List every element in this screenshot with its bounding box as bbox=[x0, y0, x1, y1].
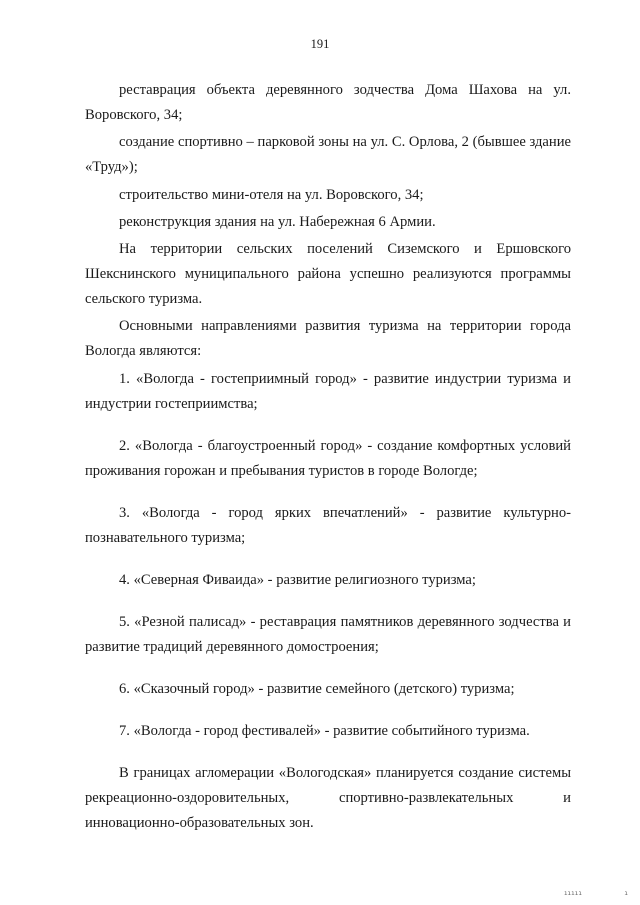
paragraph-sports-park-zone: создание спортивно – парковой зоны на ул. С. Орлова, 2 (бывшее здание «Труд»); bbox=[85, 134, 571, 175]
footer-scan-mark-2: ı bbox=[624, 890, 628, 897]
list-item-5: 5. «Резной палисад» - реставрация памятников деревянного зодчества и развитие традиций деревянного домостроения; bbox=[85, 614, 571, 655]
paragraph-main-directions: Основными направлениями развития туризма на территории города Вологда являются: bbox=[85, 318, 571, 359]
list-item-2: 2. «Вологда - благоустроенный город» - создание комфортных условий проживания горожан и пребывания туристов в городе Вологде; bbox=[85, 438, 571, 479]
list-item-3: 3. «Вологда - город ярких впечатлений» - развитие культурно-познавательного туризма; bbox=[85, 505, 571, 546]
list-item-6: 6. «Сказочный город» - развитие семейного (детского) туризма; bbox=[119, 681, 515, 697]
list-item-7: 7. «Вологда - город фестивалей» - развитие событийного туризма. bbox=[119, 723, 530, 739]
paragraph-reconstruction: реконструкция здания на ул. Набережная 6 Армии. bbox=[119, 214, 436, 230]
list-item-4: 4. «Северная Фиваида» - развитие религиозного туризма; bbox=[119, 572, 476, 588]
list-item-1: 1. «Вологда - гостеприимный город» - развитие индустрии туризма и индустрии гостеприимства; bbox=[85, 371, 571, 412]
document-body bbox=[85, 78, 571, 836]
paragraph-agglomeration: В границах агломерации «Вологодская» планируется создание системы рекреационно-оздоровительных, спортивно-развлекательных и инновационно-образовательных зон. bbox=[85, 765, 571, 831]
paragraph-restoration-shakhov-house: реставрация объекта деревянного зодчества Дома Шахова на ул. Воровского, 34; bbox=[85, 82, 571, 123]
paragraph-rural-tourism: На территории сельских поселений Сиземского и Ершовского Шекснинского муниципального района успешно реализуются программы сельского туризма. bbox=[85, 241, 571, 307]
footer-scan-mark: ııııı bbox=[563, 890, 582, 897]
paragraph-mini-hotel: строительство мини-отеля на ул. Воровского, 34; bbox=[119, 187, 424, 203]
page-number: 191 bbox=[310, 37, 330, 51]
